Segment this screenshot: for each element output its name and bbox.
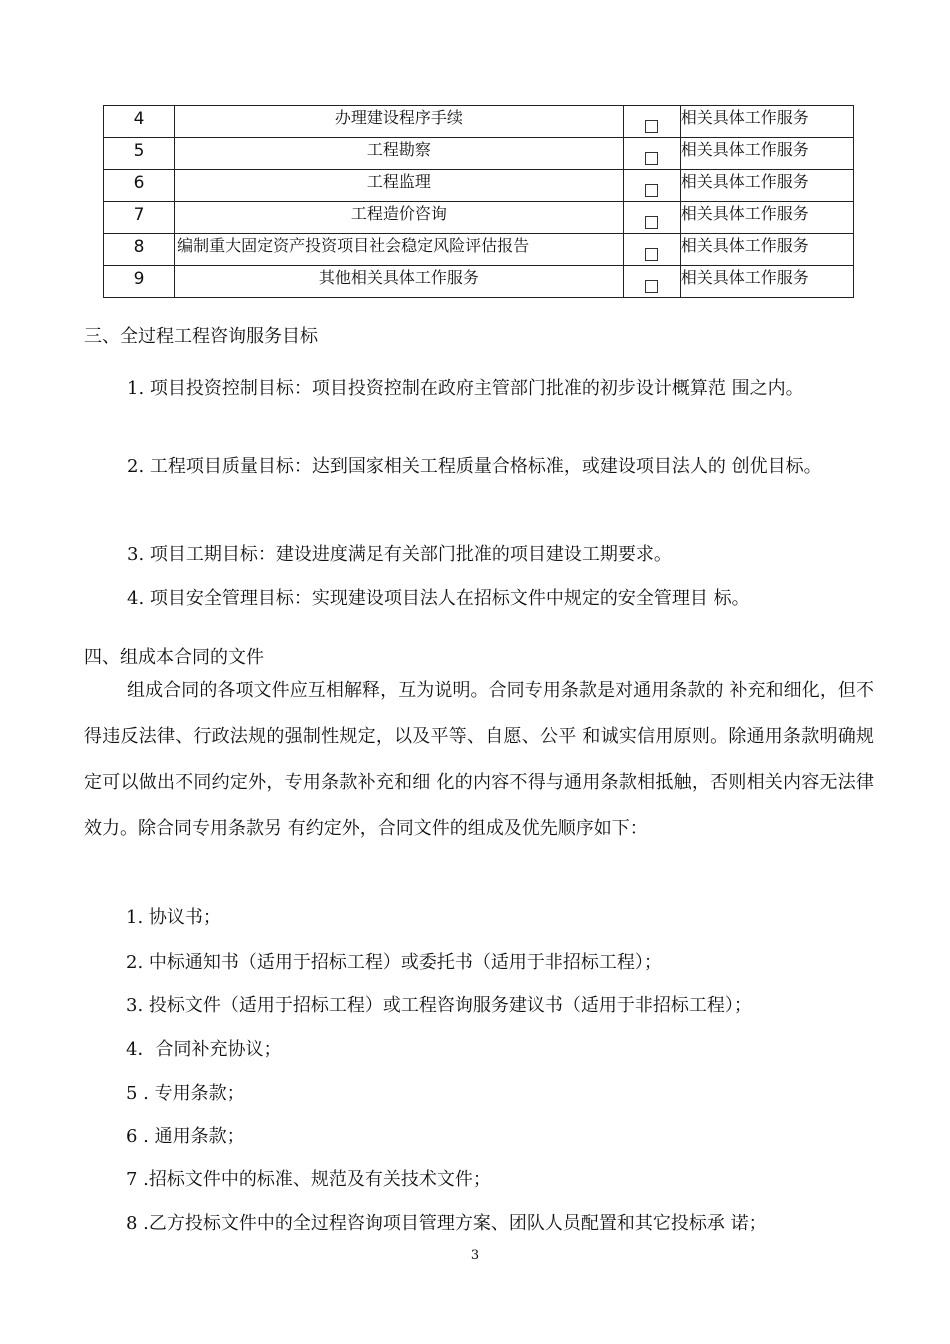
- row-number: 8: [104, 234, 175, 266]
- service-scope: 相关具体工作服务: [680, 266, 853, 298]
- list-item: 7 .招标文件中的标准、规范及有关技术文件；: [126, 1169, 491, 1190]
- row-number: 6: [104, 170, 175, 202]
- table-row: [104, 266, 854, 298]
- checkbox[interactable]: [623, 106, 680, 138]
- row-number: 4: [104, 106, 175, 138]
- list-item: 1. 协议书；: [126, 907, 221, 928]
- table-row: [104, 170, 854, 202]
- checkbox[interactable]: [623, 202, 680, 234]
- section-4-intro: 组成合同的各项文件应互相解释，互为说明。合同专用条款是对通用条款的 补充和细化，但不得违反法律、行政法规的强制性规定，以及平等、自愿、公平 和诚实信用原则。除通用条款明确规定可以做出不同约定外，专用条款补充和细 化的内容不得与通用条款相抵触，否则相关内容无法律效力。除合同专用条款另 有约定外，合同文件的组成及优先顺序如下：: [84, 680, 874, 839]
- service-item: 编制重大固定资产投资项目社会稳定风险评估报告: [175, 234, 624, 266]
- service-scope: 相关具体工作服务: [680, 138, 853, 170]
- checkbox-icon: [645, 152, 658, 165]
- checkbox-icon: [645, 216, 658, 229]
- service-item: 其他相关具体工作服务: [175, 266, 624, 298]
- service-item: 办理建设程序手续: [175, 106, 624, 138]
- service-scope: 相关具体工作服务: [680, 234, 853, 266]
- table-row: [104, 106, 854, 138]
- page-number: 3: [470, 1248, 480, 1263]
- goal-safety: 4. 项目安全管理目标：实现建设项目法人在招标文件中规定的安全管理目 标。: [127, 588, 750, 609]
- checkbox-icon: [645, 248, 658, 261]
- row-number: 7: [104, 202, 175, 234]
- checkbox-icon: [645, 120, 658, 133]
- service-table: [103, 105, 854, 298]
- list-item: 6 . 通用条款；: [126, 1126, 245, 1147]
- goal-investment: 1. 项目投资控制目标：项目投资控制在政府主管部门批准的初步设计概算范 围之内。: [127, 378, 804, 399]
- service-scope: 相关具体工作服务: [680, 202, 853, 234]
- row-number: 5: [104, 138, 175, 170]
- service-scope: 相关具体工作服务: [680, 106, 853, 138]
- checkbox-icon: [645, 280, 658, 293]
- service-item: 工程勘察: [175, 138, 624, 170]
- list-item: 5 . 专用条款；: [126, 1083, 245, 1104]
- checkbox-icon: [645, 184, 658, 197]
- service-scope: 相关具体工作服务: [680, 170, 853, 202]
- service-item: 工程监理: [175, 170, 624, 202]
- list-item: 3. 投标文件（适用于招标工程）或工程咨询服务建议书（适用于非招标工程）；: [126, 995, 752, 1016]
- checkbox[interactable]: [623, 170, 680, 202]
- list-item: 4．合同补充协议；: [126, 1039, 282, 1060]
- list-item: 2. 中标通知书（适用于招标工程）或委托书（适用于非招标工程）；: [126, 952, 662, 973]
- table-row: [104, 202, 854, 234]
- table-row: [104, 234, 854, 266]
- section-3-heading: 三、全过程工程咨询服务目标: [84, 326, 318, 347]
- service-item: 工程造价咨询: [175, 202, 624, 234]
- checkbox[interactable]: [623, 234, 680, 266]
- section-4-heading: 四、组成本合同的文件: [84, 647, 264, 668]
- goal-quality: 2. 工程项目质量目标：达到国家相关工程质量合格标准，或建设项目法人的 创优目标。: [127, 456, 822, 477]
- list-item: 8 .乙方投标文件中的全过程咨询项目管理方案、团队人员配置和其它投标承 诺；: [126, 1213, 767, 1234]
- checkbox[interactable]: [623, 138, 680, 170]
- goal-schedule: 3. 项目工期目标：建设进度满足有关部门批准的项目建设工期要求。: [127, 544, 672, 565]
- checkbox[interactable]: [623, 266, 680, 298]
- table-row: [104, 138, 854, 170]
- row-number: 9: [104, 266, 175, 298]
